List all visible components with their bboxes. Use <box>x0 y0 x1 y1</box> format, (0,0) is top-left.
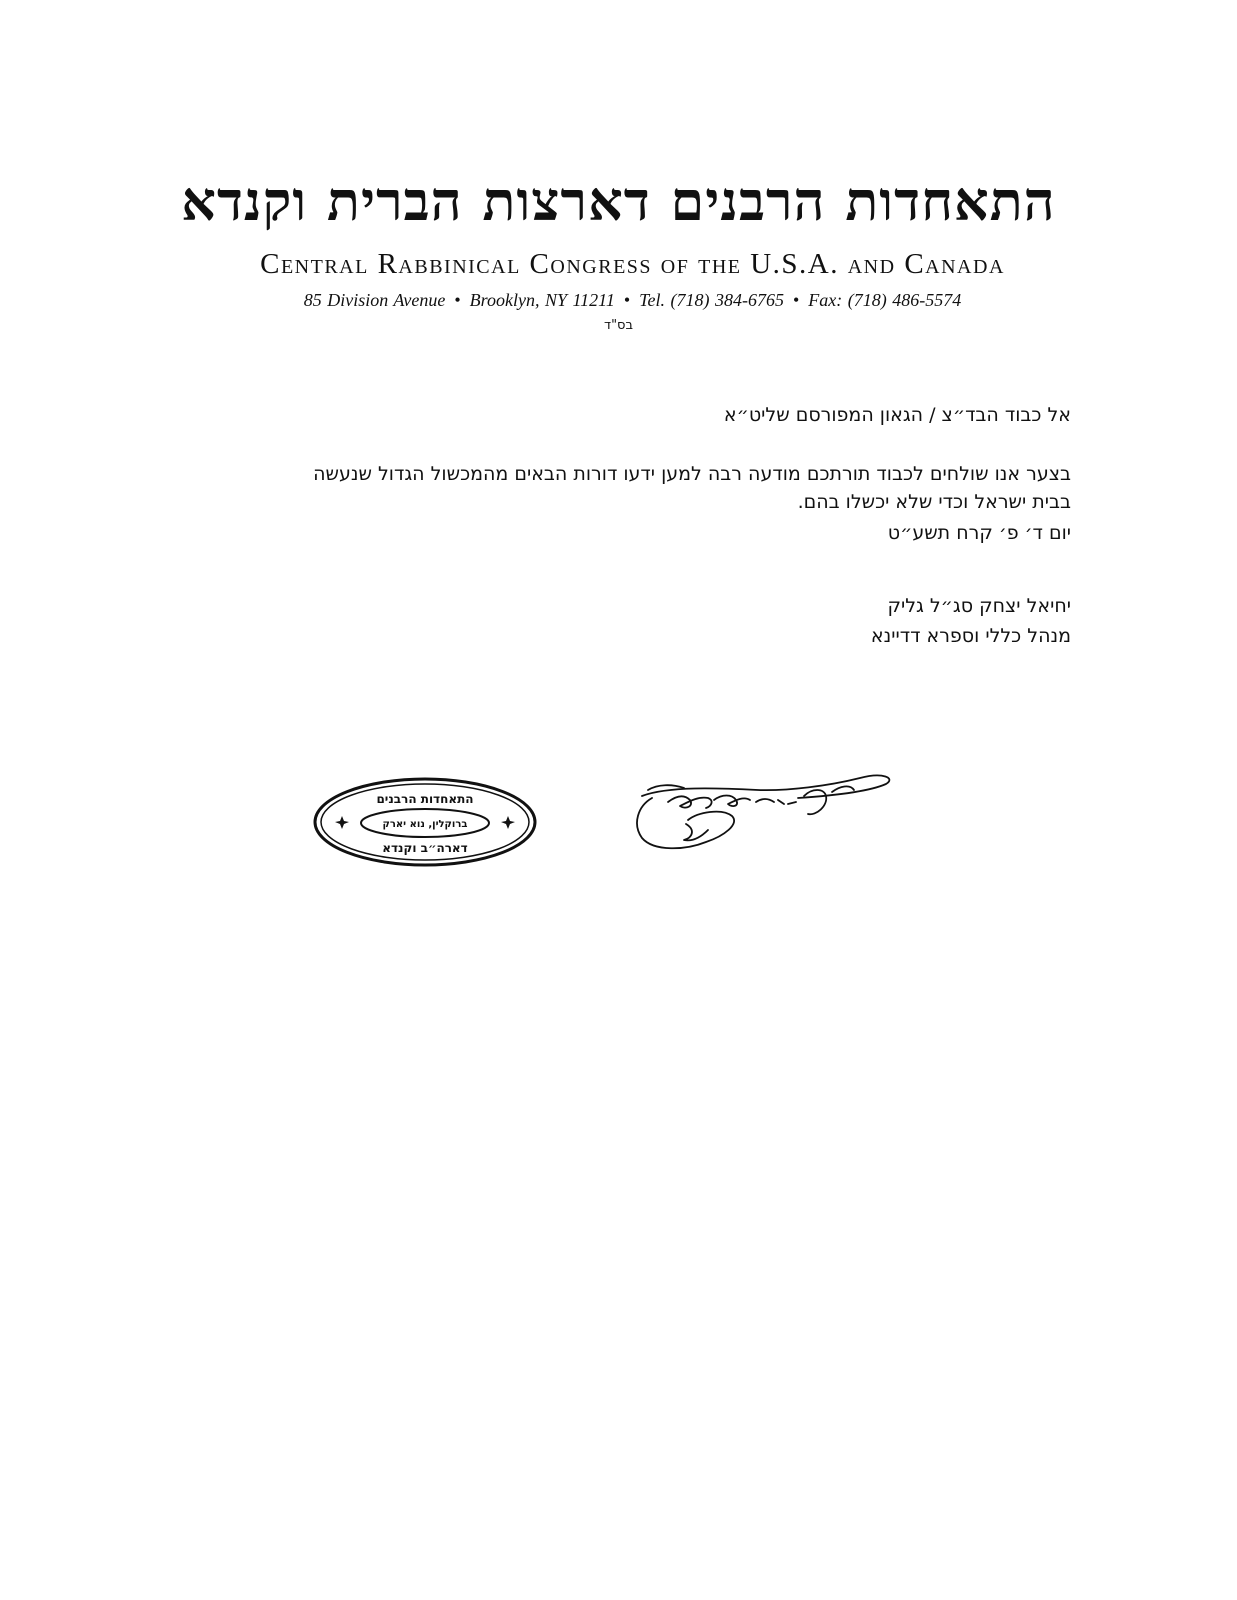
stamp-bottom-text: דארה״ב וקנדא <box>382 841 468 855</box>
fax: Fax: (718) 486-5574 <box>808 290 962 310</box>
paragraph-line-2: בבית ישראל וכדי שלא יכשלו בהם. <box>797 491 1071 513</box>
star-icon <box>335 816 349 829</box>
letterhead-hebrew-title: התאחדות הרבנים דארצות הברית וקנדא <box>181 169 1056 233</box>
telephone: Tel. (718) 384-6765 <box>639 290 784 310</box>
separator-dot: • <box>623 290 631 310</box>
stamp-center-text: ברוקלין, נוא יארק <box>382 819 468 830</box>
separator-dot: • <box>454 290 461 310</box>
address-street: 85 Division Avenue <box>303 290 446 310</box>
date-line: יום ד׳ פ׳ קרח תשע״ט <box>887 522 1071 544</box>
address-city: Brooklyn, NY 11211 <box>469 290 615 310</box>
letterhead-contact-line <box>14 288 1237 312</box>
separator-dot: • <box>792 290 800 310</box>
signer-name: יחיאל יצחק סג״ל גליק <box>887 595 1071 617</box>
rubber-stamp-icon <box>312 776 538 868</box>
paragraph-line-1: בצער אנו שולחים לכבוד תורתכם מודעה רבה למען ידעו דורות הבאים מהמכשול הגדול שנעשה <box>313 463 1071 485</box>
star-icon <box>501 816 515 829</box>
letterhead-english-title: Central Rabbinical Congress of the U.S.A. and Canada <box>260 248 1005 280</box>
bsd-heading: בס"ד <box>603 318 634 333</box>
signer-title: מנהל כללי וספרא דדיינא <box>870 625 1071 647</box>
salutation: אל כבוד הבד״צ / הגאון המפורסם שליט״א <box>723 404 1071 426</box>
stamp-top-text: התאחדות הרבנים <box>376 792 474 806</box>
handwritten-signature-icon <box>628 766 900 856</box>
